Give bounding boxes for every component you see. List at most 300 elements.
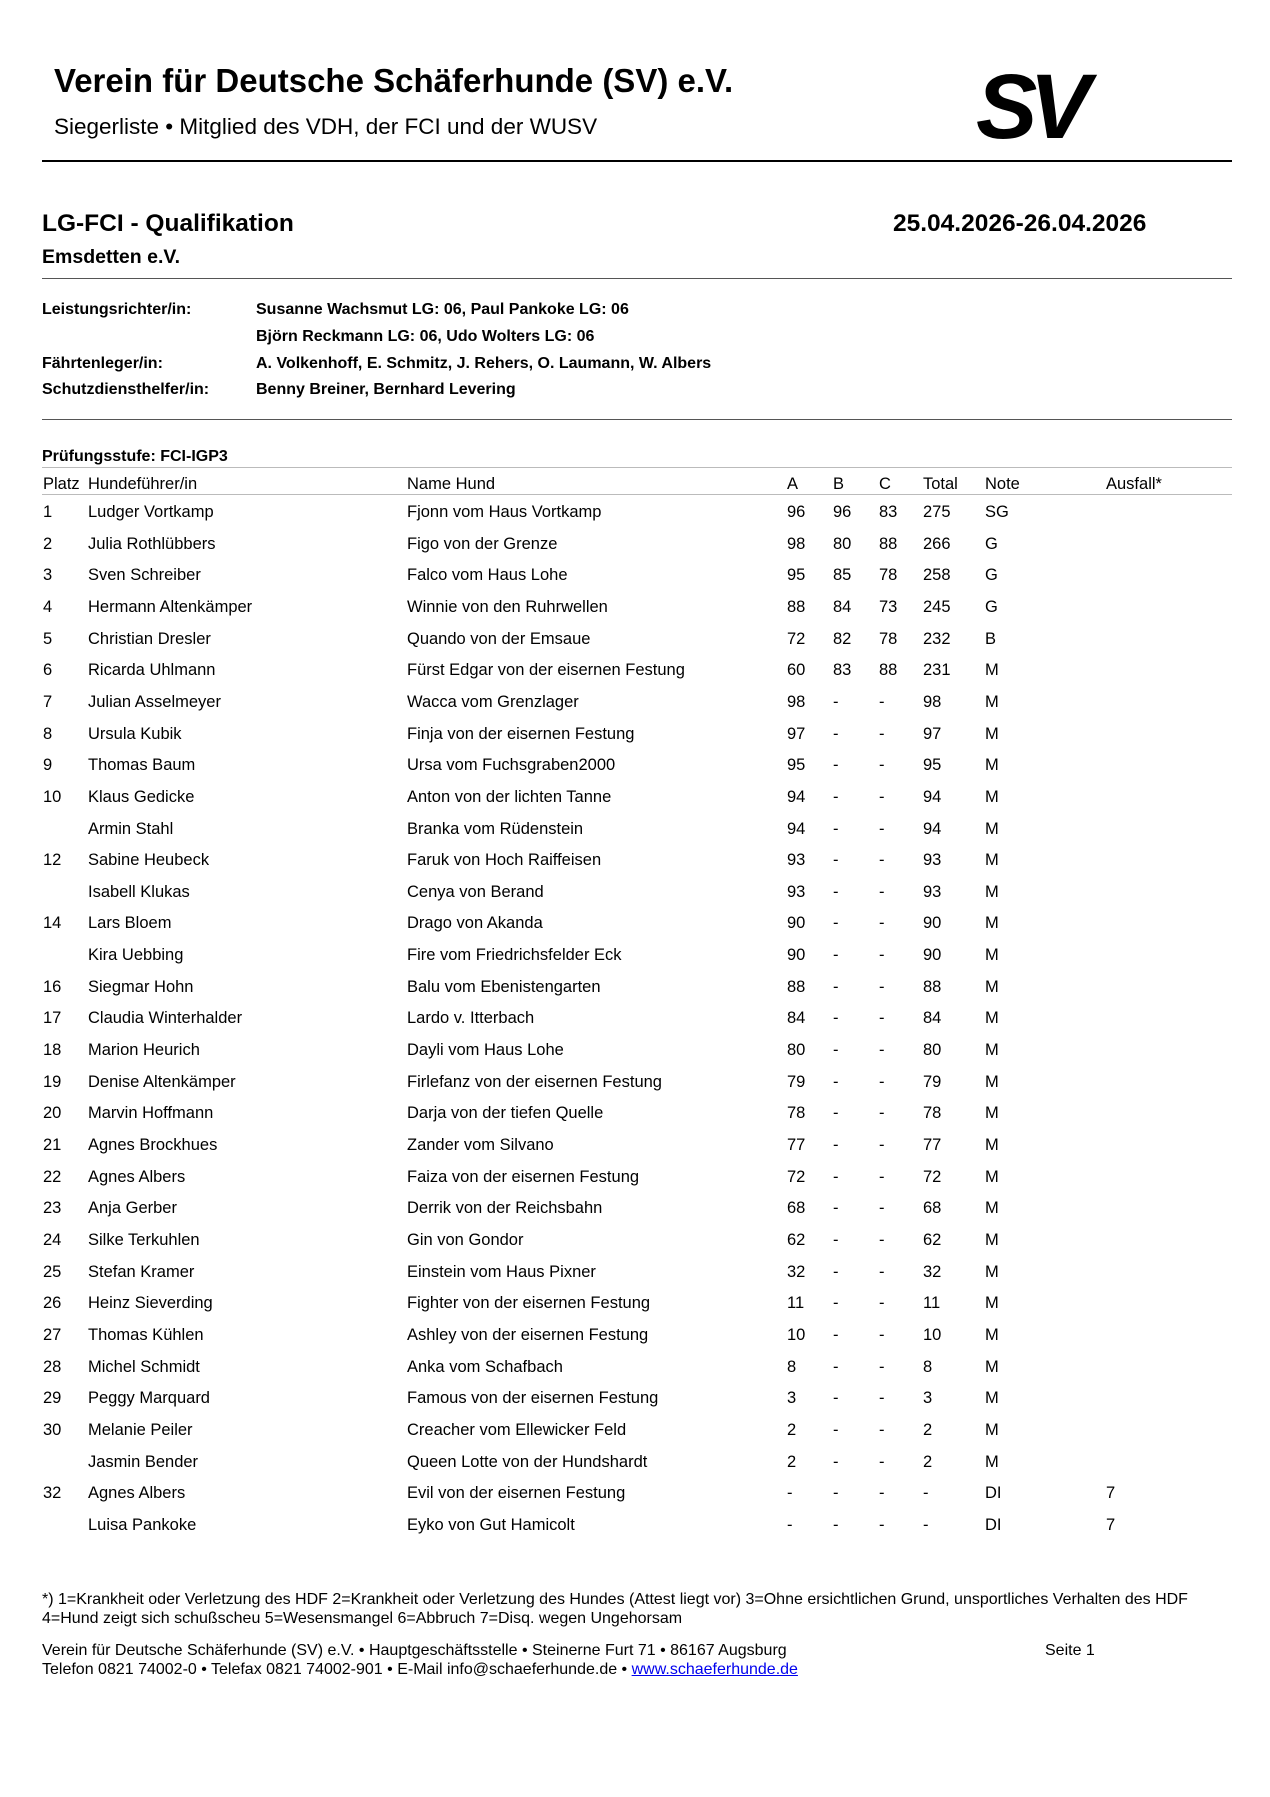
cell-platz: 12 <box>43 851 62 870</box>
cell-c: - <box>879 1420 885 1439</box>
cell-dog: Fürst Edgar von der eisernen Festung <box>407 661 685 680</box>
table-row <box>0 1421 1270 1453</box>
cell-a: 90 <box>787 946 806 965</box>
cell-handler: Klaus Gedicke <box>88 787 195 806</box>
cell-b: - <box>833 1262 839 1281</box>
cell-note: M <box>985 1199 999 1218</box>
cell-dog: Firlefanz von der eisernen Festung <box>407 1072 662 1091</box>
cell-dog: Famous von der eisernen Festung <box>407 1389 659 1408</box>
table-row <box>0 630 1270 662</box>
cell-platz: 24 <box>43 1230 62 1249</box>
cell-handler: Stefan Kramer <box>88 1262 195 1281</box>
cell-note: M <box>985 692 999 711</box>
cell-total: 88 <box>923 977 942 996</box>
cell-dog: Lardo v. Itterbach <box>407 1009 535 1028</box>
officials-label-helpers: Schutzdiensthelfer/in: <box>42 381 210 398</box>
cell-a: 94 <box>787 819 806 838</box>
cell-c: - <box>879 914 885 933</box>
cell-c: - <box>879 1199 885 1218</box>
table-row <box>0 1041 1270 1073</box>
officials-value-judges: Susanne Wachsmut LG: 06, Paul Pankoke LG: 06 <box>256 301 629 318</box>
cell-a: 62 <box>787 1230 806 1249</box>
cell-platz: 29 <box>43 1389 62 1408</box>
cell-total: 93 <box>923 882 942 901</box>
cell-total: 11 <box>923 1294 941 1313</box>
cell-dog: Winnie von den Ruhrwellen <box>407 597 608 616</box>
cell-handler: Denise Altenkämper <box>88 1072 236 1091</box>
cell-b: - <box>833 692 839 711</box>
cell-dog: Gin von Gondor <box>407 1230 524 1249</box>
cell-platz: 1 <box>43 503 53 521</box>
cell-dog: Fjonn vom Haus Vortkamp <box>407 503 602 521</box>
table-row <box>0 661 1270 693</box>
cell-b: - <box>833 1452 839 1471</box>
cell-total: 258 <box>923 566 951 585</box>
cell-c: - <box>879 819 885 838</box>
cell-c: - <box>879 1357 885 1376</box>
officials-divider <box>42 419 1232 420</box>
cell-handler: Peggy Marquard <box>88 1389 210 1408</box>
cell-dog: Finja von der eisernen Festung <box>407 724 635 743</box>
cell-c: - <box>879 1262 885 1281</box>
table-row <box>0 851 1270 883</box>
cell-dog: Faiza von der eisernen Festung <box>407 1167 640 1186</box>
event-title: LG-FCI - Qualifikation <box>42 210 294 237</box>
cell-total: 245 <box>923 597 951 616</box>
cell-platz: 3 <box>43 566 53 585</box>
cell-c: - <box>879 1325 885 1344</box>
cell-total: 94 <box>923 787 942 806</box>
cell-a: 98 <box>787 692 806 711</box>
cell-c: - <box>879 787 885 806</box>
table-row <box>0 1263 1270 1295</box>
cell-dog: Branka vom Rüdenstein <box>407 819 584 838</box>
cell-total: 3 <box>923 1389 933 1408</box>
cell-platz: 18 <box>43 1041 62 1060</box>
cell-note: M <box>985 1262 999 1281</box>
cell-platz: 14 <box>43 914 62 933</box>
cell-total: 266 <box>923 534 951 553</box>
cell-a: 11 <box>787 1294 805 1313</box>
cell-note: M <box>985 946 999 965</box>
cell-a: 8 <box>787 1357 797 1376</box>
cell-b: - <box>833 1325 839 1344</box>
cell-platz: 25 <box>43 1262 62 1281</box>
cell-c: - <box>879 946 885 965</box>
cell-handler: Julian Asselmeyer <box>88 692 221 711</box>
table-row <box>0 1199 1270 1231</box>
table-row <box>0 1484 1270 1516</box>
cell-c: 88 <box>879 661 898 680</box>
cell-c: - <box>879 1230 885 1249</box>
cell-b: - <box>833 1009 839 1028</box>
cell-total: 72 <box>923 1167 942 1186</box>
cell-a: 88 <box>787 977 806 996</box>
cell-a: 95 <box>787 566 806 585</box>
cell-b: - <box>833 724 839 743</box>
table-row <box>0 1326 1270 1358</box>
cell-note: G <box>985 597 998 616</box>
cell-handler: Luisa Pankoke <box>88 1515 197 1534</box>
cell-a: 93 <box>787 882 806 901</box>
cell-dog: Queen Lotte von der Hundshardt <box>407 1452 648 1471</box>
cell-a: 32 <box>787 1262 806 1281</box>
cell-note: M <box>985 1294 999 1313</box>
cell-note: M <box>985 1136 999 1154</box>
cell-note: M <box>985 819 999 838</box>
cell-handler: Anja Gerber <box>88 1199 177 1218</box>
table-row <box>0 1009 1270 1041</box>
cell-b: - <box>833 1041 839 1060</box>
cell-a: 95 <box>787 756 806 775</box>
cell-note: SG <box>985 503 1009 521</box>
cell-note: G <box>985 534 998 553</box>
cell-b: - <box>833 977 839 996</box>
cell-handler: Agnes Albers <box>88 1484 186 1503</box>
cell-b: - <box>833 1104 839 1123</box>
col-header-handler: Hundeführer/in <box>88 475 198 493</box>
cell-platz: 4 <box>43 597 53 616</box>
cell-b: 83 <box>833 661 852 680</box>
cell-total: 62 <box>923 1230 942 1249</box>
table-row <box>0 503 1270 535</box>
sv-logo <box>974 66 1102 146</box>
cell-c: 83 <box>879 503 898 521</box>
cell-total: - <box>923 1515 929 1534</box>
cell-note: DI <box>985 1484 1002 1503</box>
sv-logo-text: SV <box>976 66 1083 146</box>
cell-a: 97 <box>787 724 806 743</box>
cell-c: - <box>879 1104 885 1123</box>
cell-dog: Darja von der tiefen Quelle <box>407 1104 604 1123</box>
col-header-a: A <box>787 475 799 493</box>
officials-label-judges: Leistungsrichter/in: <box>42 301 192 318</box>
cell-note: M <box>985 1325 999 1344</box>
cell-c: - <box>879 1515 885 1534</box>
event-date: 25.04.2026-26.04.2026 <box>893 210 1147 237</box>
cell-total: 275 <box>923 503 951 521</box>
cell-dog: Ursa vom Fuchsgraben2000 <box>407 756 616 775</box>
cell-handler: Lars Bloem <box>88 914 172 933</box>
table-row <box>0 1294 1270 1326</box>
cell-b: - <box>833 756 839 775</box>
cell-platz: 21 <box>43 1136 62 1154</box>
cell-handler: Marion Heurich <box>88 1041 200 1060</box>
cell-a: 98 <box>787 534 806 553</box>
cell-b: - <box>833 851 839 870</box>
cell-handler: Thomas Kühlen <box>88 1325 204 1344</box>
cell-total: 79 <box>923 1072 942 1091</box>
level-divider <box>42 467 1232 468</box>
cell-note: M <box>985 914 999 933</box>
table-header-divider <box>42 494 1232 495</box>
cell-dog: Quando von der Emsaue <box>407 629 591 648</box>
cell-platz: 6 <box>43 661 53 680</box>
cell-handler: Claudia Winterhalder <box>88 1009 243 1028</box>
cell-dog: Wacca vom Grenzlager <box>407 692 579 711</box>
cell-a: 79 <box>787 1072 806 1091</box>
officials-value-helpers: Benny Breiner, Bernhard Levering <box>256 381 516 398</box>
cell-handler: Sabine Heubeck <box>88 851 210 870</box>
table-row <box>0 725 1270 757</box>
cell-ausfall: 7 <box>1106 1484 1116 1503</box>
cell-handler: Michel Schmidt <box>88 1357 200 1376</box>
cell-a: 96 <box>787 503 806 521</box>
cell-a: 94 <box>787 787 806 806</box>
cell-dog: Ashley von der eisernen Festung <box>407 1325 649 1344</box>
table-row <box>0 1073 1270 1105</box>
cell-b: 80 <box>833 534 852 553</box>
cell-b: - <box>833 946 839 965</box>
cell-platz: 2 <box>43 534 53 553</box>
officials-label-tracklayers: Fährtenleger/in: <box>42 355 163 372</box>
cell-dog: Fighter von der eisernen Festung <box>407 1294 651 1313</box>
cell-b: - <box>833 1072 839 1091</box>
cell-note: DI <box>985 1515 1002 1534</box>
cell-platz: 16 <box>43 977 62 996</box>
cell-c: - <box>879 756 885 775</box>
cell-handler: Ricarda Uhlmann <box>88 661 216 680</box>
cell-handler: Isabell Klukas <box>88 882 190 901</box>
cell-dog: Eyko von Gut Hamicolt <box>407 1515 575 1534</box>
cell-platz: 5 <box>43 629 53 648</box>
cell-total: 32 <box>923 1262 942 1281</box>
org-title: Verein für Deutsche Schäferhunde (SV) e.V. <box>54 62 734 99</box>
cell-handler: Marvin Hoffmann <box>88 1104 214 1123</box>
cell-handler: Christian Dresler <box>88 629 211 648</box>
cell-dog: Derrik von der Reichsbahn <box>407 1199 603 1218</box>
table-row <box>0 1136 1270 1168</box>
cell-a: 90 <box>787 914 806 933</box>
cell-dog: Faruk von Hoch Raiffeisen <box>407 851 602 870</box>
cell-total: 77 <box>923 1136 942 1154</box>
table-row <box>0 1168 1270 1200</box>
cell-a: 2 <box>787 1420 797 1439</box>
cell-dog: Evil von der eisernen Festung <box>407 1484 626 1503</box>
cell-platz: 10 <box>43 787 62 806</box>
cell-total: 97 <box>923 724 942 743</box>
table-row <box>0 1358 1270 1390</box>
cell-total: 80 <box>923 1041 942 1060</box>
cell-c: 88 <box>879 534 898 553</box>
cell-handler: Armin Stahl <box>88 819 174 838</box>
col-header-b: B <box>833 475 845 493</box>
cell-a: 88 <box>787 597 806 616</box>
cell-note: M <box>985 1167 999 1186</box>
cell-platz: 32 <box>43 1484 62 1503</box>
table-row <box>0 566 1270 598</box>
col-header-ausfall: Ausfall* <box>1106 475 1162 493</box>
cell-note: M <box>985 724 999 743</box>
table-row <box>0 1516 1270 1548</box>
officials-value-tracklayers: A. Volkenhoff, E. Schmitz, J. Rehers, O. Laumann, W. Albers <box>256 355 712 372</box>
event-club: Emsdetten e.V. <box>42 246 181 268</box>
cell-b: - <box>833 1199 839 1218</box>
cell-handler: Heinz Sieverding <box>88 1294 213 1313</box>
cell-a: 93 <box>787 851 806 870</box>
col-header-platz: Platz <box>43 475 80 493</box>
table-row <box>0 1389 1270 1421</box>
cell-platz: 22 <box>43 1167 62 1186</box>
table-row <box>0 693 1270 725</box>
cell-note: M <box>985 756 999 775</box>
cell-c: 78 <box>879 629 898 648</box>
cell-b: - <box>833 1230 839 1249</box>
cell-note: M <box>985 977 999 996</box>
cell-total: 95 <box>923 756 942 775</box>
cell-a: 68 <box>787 1199 806 1218</box>
cell-ausfall: 7 <box>1106 1515 1116 1534</box>
footer-address: Verein für Deutsche Schäferhunde (SV) e.V. • Hauptgeschäftsstelle • Steinerne Furt 71 • 86167 Augsburg <box>42 1642 787 1659</box>
cell-total: 8 <box>923 1357 933 1376</box>
exam-level: Prüfungsstufe: FCI-IGP3 <box>42 448 228 465</box>
cell-b: 96 <box>833 503 852 521</box>
cell-b: - <box>833 819 839 838</box>
cell-a: 77 <box>787 1136 806 1154</box>
cell-b: - <box>833 1167 839 1186</box>
cell-a: 80 <box>787 1041 806 1060</box>
cell-b: - <box>833 787 839 806</box>
cell-dog: Balu vom Ebenistengarten <box>407 977 601 996</box>
table-row <box>0 883 1270 915</box>
cell-total: 68 <box>923 1199 942 1218</box>
cell-a: 60 <box>787 661 806 680</box>
cell-dog: Einstein vom Haus Pixner <box>407 1262 596 1281</box>
cell-dog: Dayli vom Haus Lohe <box>407 1041 564 1060</box>
cell-total: - <box>923 1484 929 1503</box>
cell-handler: Thomas Baum <box>88 756 196 775</box>
cell-total: 78 <box>923 1104 942 1123</box>
cell-handler: Silke Terkuhlen <box>88 1230 200 1249</box>
cell-total: 2 <box>923 1420 933 1439</box>
footnote: *) 1=Krankheit oder Verletzung des HDF 2=Krankheit oder Verletzung des Hundes (Attest liegt vor) 3=Ohne ersichtlichen Grund, unsportliches Verhalten des HDF 4=Hund zeigt sich schußscheu 5=Wesensmangel 6=Abbruch 7=Disq. wegen Ungehorsam <box>42 1591 1188 1627</box>
cell-c: - <box>879 1484 885 1503</box>
cell-handler: Ursula Kubik <box>88 724 182 743</box>
cell-note: M <box>985 661 999 680</box>
cell-b: - <box>833 1389 839 1408</box>
org-subtitle: Siegerliste • Mitglied des VDH, der FCI und der WUSV <box>54 114 598 139</box>
table-row <box>0 756 1270 788</box>
cell-platz: 23 <box>43 1199 62 1218</box>
col-header-dog: Name Hund <box>407 475 496 493</box>
cell-b: - <box>833 1357 839 1376</box>
cell-note: M <box>985 1041 999 1060</box>
cell-b: 84 <box>833 597 852 616</box>
cell-c: - <box>879 851 885 870</box>
cell-platz: 26 <box>43 1294 62 1313</box>
cell-handler: Jasmin Bender <box>88 1452 199 1471</box>
cell-a: 84 <box>787 1009 806 1028</box>
cell-b: - <box>833 1136 839 1154</box>
cell-total: 2 <box>923 1452 933 1471</box>
cell-c: - <box>879 724 885 743</box>
table-row <box>0 1231 1270 1263</box>
officials-value-judges-2: Björn Reckmann LG: 06, Udo Wolters LG: 06 <box>256 328 595 345</box>
cell-a: 72 <box>787 629 806 648</box>
cell-platz: 17 <box>43 1009 62 1028</box>
col-header-c: C <box>879 475 891 493</box>
cell-total: 84 <box>923 1009 942 1028</box>
cell-dog: Anka vom Schafbach <box>407 1357 563 1376</box>
cell-note: M <box>985 1420 999 1439</box>
cell-b: - <box>833 1420 839 1439</box>
cell-dog: Fire vom Friedrichsfelder Eck <box>407 946 622 965</box>
cell-note: M <box>985 882 999 901</box>
cell-dog: Creacher vom Ellewicker Feld <box>407 1420 627 1439</box>
website-link[interactable]: www.schaeferhunde.de <box>631 1661 798 1678</box>
cell-note: M <box>985 1389 999 1408</box>
event-divider <box>42 278 1232 279</box>
cell-platz: 20 <box>43 1104 62 1123</box>
cell-dog: Anton von der lichten Tanne <box>407 787 612 806</box>
cell-a: 78 <box>787 1104 806 1123</box>
cell-note: G <box>985 566 998 585</box>
cell-total: 90 <box>923 914 942 933</box>
cell-c: - <box>879 692 885 711</box>
footer-contact-text: Telefon 0821 74002-0 • Telefax 0821 74002-901 • E-Mail info@schaeferhunde.de • <box>42 1661 632 1678</box>
cell-platz: 30 <box>43 1420 62 1439</box>
cell-c: 73 <box>879 597 898 616</box>
cell-note: M <box>985 851 999 870</box>
cell-c: - <box>879 882 885 901</box>
cell-b: 85 <box>833 566 852 585</box>
cell-c: - <box>879 1041 885 1060</box>
cell-platz: 9 <box>43 756 53 775</box>
cell-note: M <box>985 787 999 806</box>
cell-note: M <box>985 1230 999 1249</box>
cell-b: - <box>833 914 839 933</box>
table-row <box>0 914 1270 946</box>
cell-platz: 28 <box>43 1357 62 1376</box>
cell-note: M <box>985 1072 999 1091</box>
cell-c: - <box>879 1072 885 1091</box>
table-row <box>0 1104 1270 1136</box>
cell-b: 82 <box>833 629 852 648</box>
cell-total: 231 <box>923 661 951 680</box>
cell-note: M <box>985 1452 999 1471</box>
cell-c: - <box>879 977 885 996</box>
table-row <box>0 535 1270 567</box>
cell-note: M <box>985 1009 999 1028</box>
cell-total: 232 <box>923 629 951 648</box>
cell-dog: Falco vom Haus Lohe <box>407 566 568 585</box>
cell-a: 3 <box>787 1389 797 1408</box>
cell-total: 93 <box>923 851 942 870</box>
cell-handler: Agnes Brockhues <box>88 1136 218 1154</box>
cell-handler: Kira Uebbing <box>88 946 184 965</box>
table-row <box>0 978 1270 1010</box>
cell-handler: Melanie Peiler <box>88 1420 193 1439</box>
cell-platz: 19 <box>43 1072 62 1091</box>
table-row <box>0 1453 1270 1485</box>
cell-a: - <box>787 1484 793 1503</box>
cell-platz: 27 <box>43 1325 62 1344</box>
cell-total: 98 <box>923 692 942 711</box>
cell-c: - <box>879 1452 885 1471</box>
cell-a: 72 <box>787 1167 806 1186</box>
cell-a: 10 <box>787 1325 806 1344</box>
cell-dog: Zander vom Silvano <box>407 1136 554 1154</box>
cell-c: - <box>879 1294 885 1313</box>
footer-contact <box>42 1661 798 1679</box>
cell-handler: Siegmar Hohn <box>88 977 194 996</box>
cell-total: 10 <box>923 1325 942 1344</box>
cell-c: - <box>879 1009 885 1028</box>
table-row <box>0 598 1270 630</box>
cell-b: - <box>833 882 839 901</box>
cell-dog: Drago von Akanda <box>407 914 543 933</box>
cell-total: 90 <box>923 946 942 965</box>
